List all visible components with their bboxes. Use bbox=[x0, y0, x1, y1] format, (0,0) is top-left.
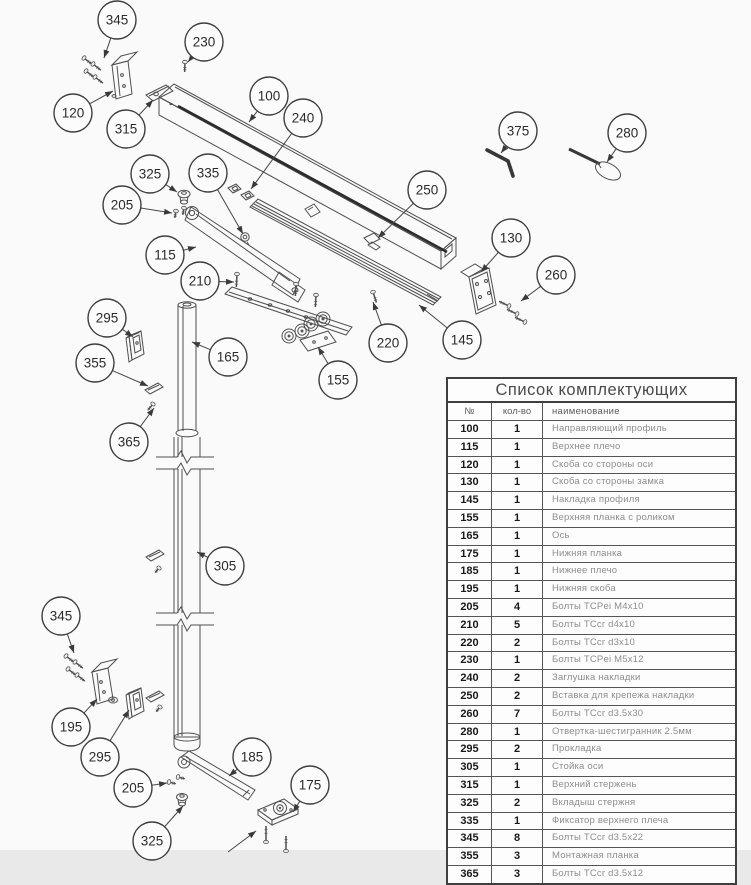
part-number-cell: 345 bbox=[448, 830, 492, 847]
callout-345 bbox=[98, 1, 136, 39]
part-number-cell: 250 bbox=[448, 688, 492, 705]
part-qty-cell: 1 bbox=[492, 474, 543, 491]
screw bbox=[313, 293, 319, 307]
svg-text:250: 250 bbox=[416, 183, 439, 198]
part-number-cell: 260 bbox=[448, 706, 492, 723]
svg-text:260: 260 bbox=[545, 268, 568, 283]
callout-260 bbox=[537, 256, 575, 294]
part-name-cell: Отвертка-шестигранник 2.5мм bbox=[543, 724, 735, 741]
part-lock-bracket bbox=[461, 264, 496, 314]
table-row bbox=[448, 438, 735, 456]
parts-table-rows bbox=[448, 420, 735, 883]
part-name-cell: Болты TCcr d3.5x12 bbox=[543, 866, 735, 883]
callout-355 bbox=[76, 344, 114, 382]
part-name-cell: Прокладка bbox=[543, 741, 735, 758]
svg-text:175: 175 bbox=[299, 778, 322, 793]
part-name-cell: Болты TCcr d3.5x22 bbox=[543, 830, 735, 847]
table-row bbox=[448, 865, 735, 883]
screw bbox=[234, 272, 240, 287]
callout-175 bbox=[291, 766, 329, 804]
part-qty-cell: 1 bbox=[492, 759, 543, 776]
svg-text:345: 345 bbox=[106, 13, 129, 28]
part-qty-cell: 1 bbox=[492, 581, 543, 598]
part-axle-bracket bbox=[112, 52, 137, 99]
part-number-cell: 115 bbox=[448, 439, 492, 456]
part-name-cell: Нижнее плечо bbox=[543, 563, 735, 580]
part-qty-cell: 1 bbox=[492, 457, 543, 474]
part-number-cell: 305 bbox=[448, 759, 492, 776]
svg-text:315: 315 bbox=[115, 122, 138, 137]
table-row bbox=[448, 527, 735, 545]
part-qty-cell: 1 bbox=[492, 439, 543, 456]
callout-315 bbox=[107, 110, 145, 148]
callout-250 bbox=[408, 171, 446, 209]
part-name-cell: Нижняя планка bbox=[543, 546, 735, 563]
part-rod-insert-top bbox=[178, 190, 190, 204]
part-roller-plate bbox=[225, 287, 352, 351]
part-qty-cell: 1 bbox=[492, 528, 543, 545]
part-number-cell: 130 bbox=[448, 474, 492, 491]
table-row bbox=[448, 651, 735, 669]
part-qty-cell: 2 bbox=[492, 688, 543, 705]
callout-375 bbox=[499, 112, 537, 150]
table-row bbox=[448, 687, 735, 705]
svg-text:220: 220 bbox=[377, 336, 400, 351]
part-mounting-plates bbox=[145, 383, 164, 702]
part-qty-cell: 1 bbox=[492, 546, 543, 563]
callout-280 bbox=[608, 114, 646, 152]
callout-115 bbox=[146, 236, 184, 274]
part-qty-cell: 2 bbox=[492, 741, 543, 758]
part-gasket-top bbox=[126, 331, 144, 362]
table-row bbox=[448, 509, 735, 527]
table-row bbox=[448, 776, 735, 794]
part-number-cell: 175 bbox=[448, 546, 492, 563]
table-row bbox=[448, 491, 735, 509]
part-qty-cell: 8 bbox=[492, 830, 543, 847]
callout-230 bbox=[185, 23, 223, 61]
part-name-cell: Верхнее плечо bbox=[543, 439, 735, 456]
callout-195 bbox=[52, 708, 90, 746]
screw bbox=[74, 672, 86, 683]
part-qty-cell: 3 bbox=[492, 848, 543, 865]
table-row bbox=[448, 580, 735, 598]
part-qty-cell: 4 bbox=[492, 599, 543, 616]
part-qty-cell: 2 bbox=[492, 635, 543, 652]
part-qty-cell: 7 bbox=[492, 706, 543, 723]
callout-365 bbox=[110, 423, 148, 461]
part-rod-insert-bottom bbox=[177, 794, 188, 806]
svg-text:305: 305 bbox=[214, 559, 237, 574]
part-number-cell: 195 bbox=[448, 581, 492, 598]
header-number: № bbox=[448, 403, 492, 420]
part-name-cell: Нижняя скоба bbox=[543, 581, 735, 598]
table-row bbox=[448, 456, 735, 474]
part-name-cell: Фиксатор верхнего плеча bbox=[543, 813, 735, 830]
svg-text:230: 230 bbox=[193, 35, 216, 50]
part-number-cell: 315 bbox=[448, 777, 492, 794]
svg-text:210: 210 bbox=[189, 274, 212, 289]
part-qty-cell: 1 bbox=[492, 421, 543, 438]
svg-text:295: 295 bbox=[89, 750, 112, 765]
screw bbox=[146, 401, 156, 412]
screw bbox=[506, 307, 520, 317]
screw bbox=[153, 565, 162, 574]
parts-table bbox=[446, 377, 737, 885]
svg-text:295: 295 bbox=[96, 311, 119, 326]
part-number-cell: 155 bbox=[448, 510, 492, 527]
header-quantity: кол-во bbox=[492, 403, 543, 420]
part-number-cell: 280 bbox=[448, 724, 492, 741]
screwdriver-tool bbox=[569, 149, 623, 184]
svg-text:325: 325 bbox=[141, 834, 164, 849]
part-number-cell: 120 bbox=[448, 457, 492, 474]
part-qty-cell: 1 bbox=[492, 813, 543, 830]
svg-text:345: 345 bbox=[50, 609, 73, 624]
svg-text:145: 145 bbox=[451, 333, 474, 348]
table-row bbox=[448, 705, 735, 723]
svg-text:185: 185 bbox=[241, 750, 264, 765]
screw bbox=[182, 60, 187, 72]
screw bbox=[514, 315, 528, 325]
part-name-cell: Скоба со стороны оси bbox=[543, 457, 735, 474]
part-name-cell: Монтажная планка bbox=[543, 848, 735, 865]
part-number-cell: 145 bbox=[448, 492, 492, 509]
callout-325 bbox=[133, 822, 171, 860]
part-number-cell: 240 bbox=[448, 670, 492, 687]
header-name: наименование bbox=[543, 403, 735, 420]
screw bbox=[72, 659, 84, 670]
table-row bbox=[448, 812, 735, 830]
part-number-cell: 185 bbox=[448, 563, 492, 580]
svg-text:115: 115 bbox=[154, 248, 176, 263]
part-qty-cell: 5 bbox=[492, 617, 543, 634]
part-name-cell: Болты TCPei M4x10 bbox=[543, 599, 735, 616]
part-qty-cell: 1 bbox=[492, 652, 543, 669]
svg-text:280: 280 bbox=[616, 126, 639, 141]
part-qty-cell: 1 bbox=[492, 563, 543, 580]
part-gasket-bottom bbox=[126, 688, 144, 719]
callout-240 bbox=[284, 99, 322, 137]
screw bbox=[264, 826, 269, 844]
part-qty-cell: 2 bbox=[492, 795, 543, 812]
part-qty-cell: 2 bbox=[492, 670, 543, 687]
callout-165 bbox=[209, 338, 247, 376]
part-name-cell: Стойка оси bbox=[543, 759, 735, 776]
callout-205 bbox=[114, 769, 152, 807]
callout-120 bbox=[54, 94, 92, 132]
screw bbox=[176, 774, 186, 781]
part-name-cell: Накладка профиля bbox=[543, 492, 735, 509]
part-name-cell: Болты TCPei M5x12 bbox=[543, 652, 735, 669]
svg-text:335: 335 bbox=[197, 166, 220, 181]
table-row bbox=[448, 562, 735, 580]
callout-345 bbox=[42, 597, 80, 635]
svg-text:130: 130 bbox=[500, 231, 523, 246]
part-name-cell: Болты TCcr d4x10 bbox=[543, 617, 735, 634]
screw bbox=[167, 779, 177, 786]
screw bbox=[284, 836, 289, 853]
part-name-cell: Болты TCcr d3.5x30 bbox=[543, 706, 735, 723]
table-row bbox=[448, 723, 735, 741]
part-name-cell: Болты TCcr d3x10 bbox=[543, 635, 735, 652]
part-qty-cell: 1 bbox=[492, 492, 543, 509]
part-number-cell: 335 bbox=[448, 813, 492, 830]
screw bbox=[172, 209, 178, 218]
callout-100 bbox=[250, 77, 288, 115]
part-axle-post bbox=[156, 437, 214, 751]
callout-205 bbox=[103, 186, 141, 224]
svg-text:165: 165 bbox=[217, 350, 240, 365]
part-number-cell: 365 bbox=[448, 866, 492, 883]
part-name-cell: Вкладыш стержня bbox=[543, 795, 735, 812]
part-qty-cell: 1 bbox=[492, 724, 543, 741]
part-name-cell: Ось bbox=[543, 528, 735, 545]
part-name-cell: Заглушка накладки bbox=[543, 670, 735, 687]
part-number-cell: 230 bbox=[448, 652, 492, 669]
screw bbox=[92, 74, 104, 85]
svg-text:355: 355 bbox=[84, 356, 107, 371]
part-number-cell: 325 bbox=[448, 795, 492, 812]
callout-325 bbox=[131, 155, 169, 193]
part-end-caps bbox=[228, 184, 254, 200]
callout-335 bbox=[189, 154, 227, 192]
screw bbox=[90, 61, 102, 72]
table-row bbox=[448, 829, 735, 847]
part-number-cell: 165 bbox=[448, 528, 492, 545]
part-fixing-insert bbox=[364, 233, 380, 250]
callout-305 bbox=[206, 547, 244, 585]
svg-text:205: 205 bbox=[111, 198, 134, 213]
table-row bbox=[448, 616, 735, 634]
part-qty-cell: 1 bbox=[492, 510, 543, 527]
hex-key-tool bbox=[487, 150, 513, 176]
part-number-cell: 355 bbox=[448, 848, 492, 865]
screw bbox=[154, 704, 163, 713]
svg-text:155: 155 bbox=[327, 373, 350, 388]
part-number-cell: 100 bbox=[448, 421, 492, 438]
table-row bbox=[448, 669, 735, 687]
part-axle bbox=[176, 302, 198, 437]
table-row bbox=[448, 598, 735, 616]
callout-295 bbox=[81, 738, 119, 776]
screw bbox=[370, 290, 378, 304]
svg-text:120: 120 bbox=[62, 106, 85, 121]
part-name-cell: Вставка для крепежа накладки bbox=[543, 688, 735, 705]
callout-145 bbox=[443, 321, 481, 359]
part-number-cell: 210 bbox=[448, 617, 492, 634]
part-number-cell: 220 bbox=[448, 635, 492, 652]
callout-130 bbox=[492, 219, 530, 257]
table-row bbox=[448, 634, 735, 652]
table-row bbox=[448, 473, 735, 491]
part-name-cell: Направляющий профиль bbox=[543, 421, 735, 438]
part-number-cell: 205 bbox=[448, 599, 492, 616]
part-qty-cell: 1 bbox=[492, 777, 543, 794]
svg-text:240: 240 bbox=[292, 111, 315, 126]
callout-220 bbox=[369, 324, 407, 362]
svg-text:195: 195 bbox=[60, 720, 83, 735]
part-number-cell: 295 bbox=[448, 741, 492, 758]
svg-text:325: 325 bbox=[139, 167, 162, 182]
part-name-cell: Верхний стержень bbox=[543, 777, 735, 794]
callout-155 bbox=[319, 361, 357, 399]
svg-text:100: 100 bbox=[258, 89, 281, 104]
break-marks bbox=[156, 451, 214, 631]
screw bbox=[498, 299, 512, 309]
callout-185 bbox=[233, 738, 271, 776]
table-row bbox=[448, 794, 735, 812]
table-row bbox=[448, 740, 735, 758]
table-row bbox=[448, 545, 735, 563]
callout-295 bbox=[88, 299, 126, 337]
table-row bbox=[448, 847, 735, 865]
svg-text:205: 205 bbox=[122, 781, 145, 796]
svg-text:365: 365 bbox=[118, 435, 141, 450]
table-row bbox=[448, 420, 735, 438]
part-qty-cell: 3 bbox=[492, 866, 543, 883]
part-name-cell: Верхняя планка с роликом bbox=[543, 510, 735, 527]
svg-text:375: 375 bbox=[507, 124, 530, 139]
table-row bbox=[448, 758, 735, 776]
parts-table-header bbox=[448, 403, 735, 420]
part-name-cell: Скоба со стороны замка bbox=[543, 474, 735, 491]
callout-210 bbox=[181, 262, 219, 300]
parts-table-title: Список комплектующих bbox=[448, 379, 735, 403]
part-lower-plate bbox=[258, 799, 298, 825]
part-lower-bracket bbox=[92, 659, 118, 704]
